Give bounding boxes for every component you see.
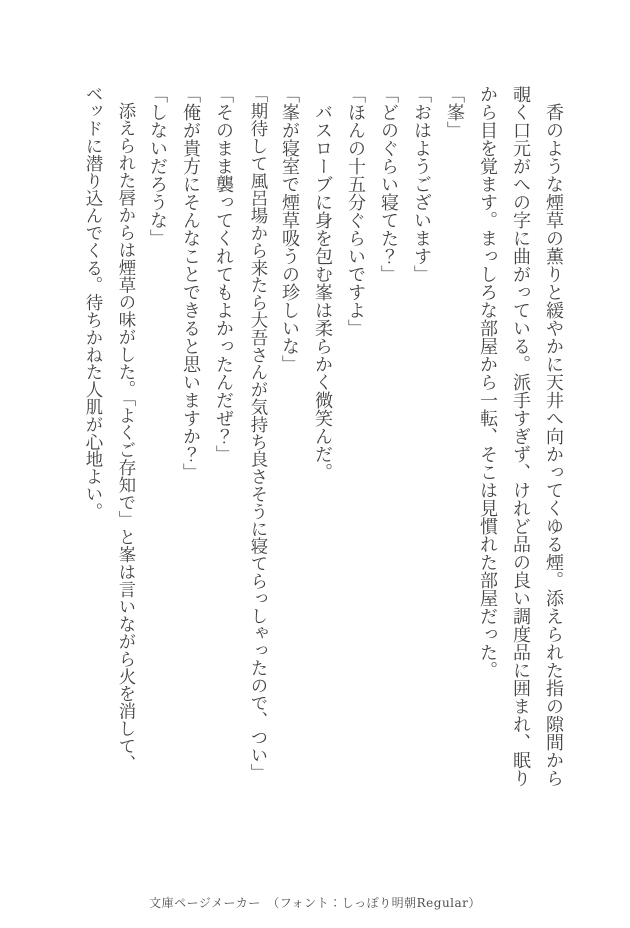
paragraph: バスローブに身を包む峯は柔らかく微笑んだ。 — [312, 103, 333, 481]
paragraph: 「俺が貴方にそんなことできると思いますか？」 — [180, 85, 201, 481]
paragraph: 「どのぐらい寝てた？」 — [378, 85, 399, 283]
paragraph: 「しないだろうな」 — [147, 85, 168, 247]
paragraph: 「峯」 — [444, 85, 465, 139]
generator-credit: 文庫ページメーカー （フォント：しっぽり明朝Regular） — [149, 896, 481, 910]
paragraph: 「峯が寝室で煙草吸うの珍しいな」 — [279, 85, 300, 373]
paragraph: 添えられた唇からは煙草の味がした。「よくご存知で」と峯は言いながら火を消して、ベッドに潜り込んでくる。待ちかねた人肌が心地よい。 — [82, 85, 135, 773]
paragraph: 香のような煙草の薫りと緩やかに天井へ向かってくゆる煙。添えられた指の隙間から覗く口元がへの字に曲がっている。派手すぎず、けれど品の良い調度品に囲まれ、眠りから目を覚ます。まっしろな部屋から一転、そこは見慣れた部屋だった。 — [477, 85, 564, 787]
paragraph: 「期待して風呂場から来たら大吾さんが気持ち良さそうに寝てらっしゃったので、つい」 — [247, 85, 267, 781]
page-footer — [0, 894, 630, 911]
paragraph: 「おはようございます」 — [411, 85, 432, 283]
paragraph: 「ほんの十五分ぐらいですよ」 — [345, 85, 366, 337]
vertical-text-block — [75, 85, 570, 791]
paragraph: 「そのまま襲ってくれてもよかったんだぜ？」 — [213, 85, 234, 463]
